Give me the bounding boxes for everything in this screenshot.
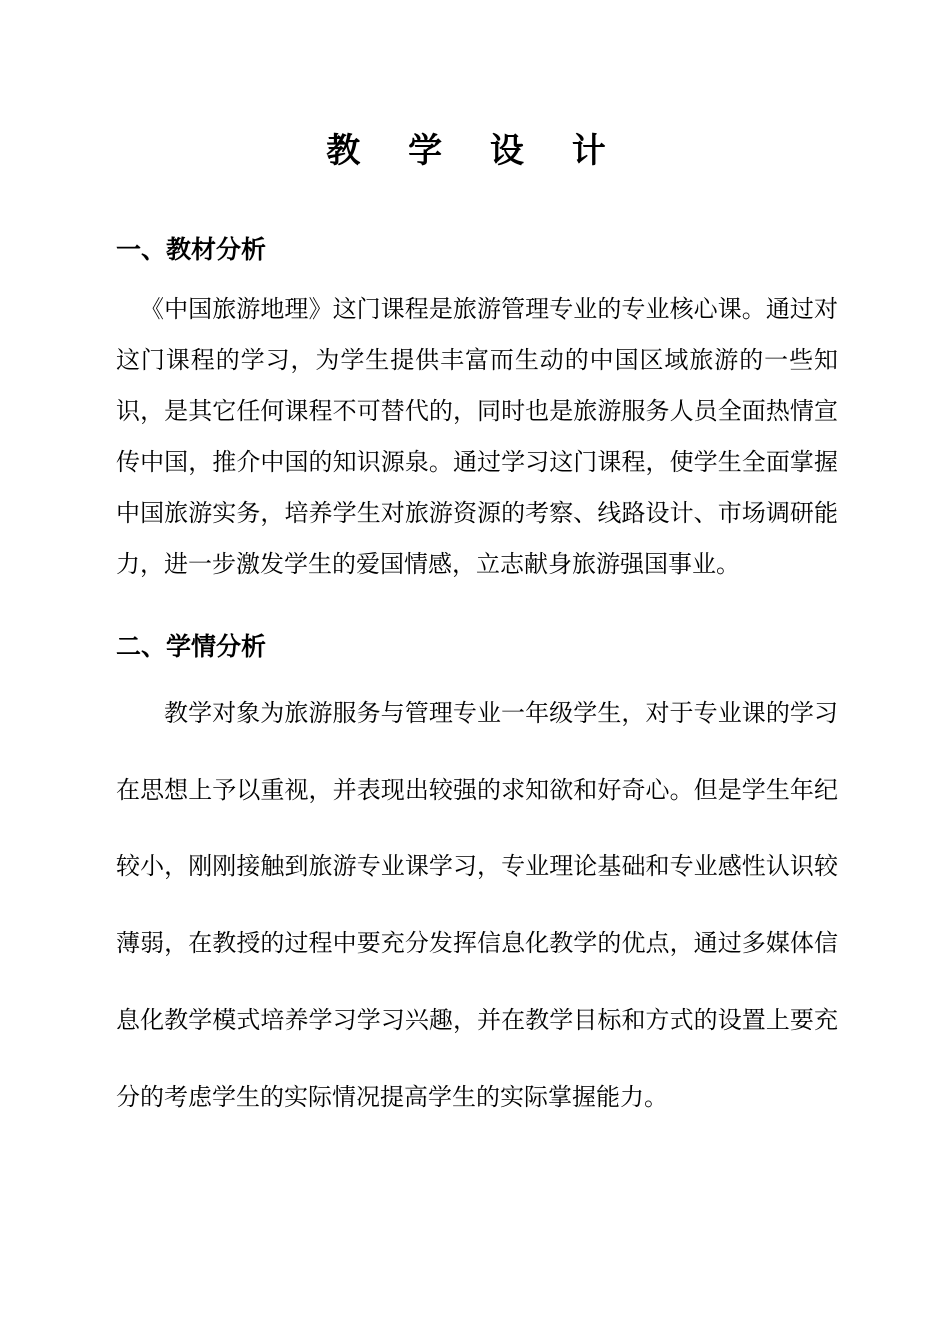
section-body-learner-analysis: 教学对象为旅游服务与管理专业一年级学生，对于专业课的学习在思想上予以重视，并表现出较强的求知欲和好奇心。但是学生年纪较小，刚刚接触到旅游专业课学习，专业理论基础和专业感性认识较薄弱，在教授的过程中要充分发挥信息化教学的优点，通过多媒体信息化教学模式培养学习学习兴趣，并在教学目标和方式的设置上要充分的考虑学生的实际情况提高学生的实际掌握能力。 xyxy=(116,699,838,1111)
section-heading-textbook-analysis: 一、教材分析 xyxy=(116,235,267,264)
section-heading-learner-analysis: 二、学情分析 xyxy=(116,632,267,661)
document-title: 教 学 设 计 xyxy=(326,131,624,171)
section-body-textbook-analysis: 《中国旅游地理》这门课程是旅游管理专业的专业核心课。通过对这门课程的学习，为学生提供丰富而生动的中国区域旅游的一些知识，是其它任何课程不可替代的，同时也是旅游服务人员全面热情宣传中国，推介中国的知识源泉。通过学习这门课程，使学生全面掌握中国旅游实务，培养学生对旅游资源的考察、线路设计、市场调研能力，进一步激发学生的爱国情感，立志献身旅游强国事业。 xyxy=(116,295,838,578)
